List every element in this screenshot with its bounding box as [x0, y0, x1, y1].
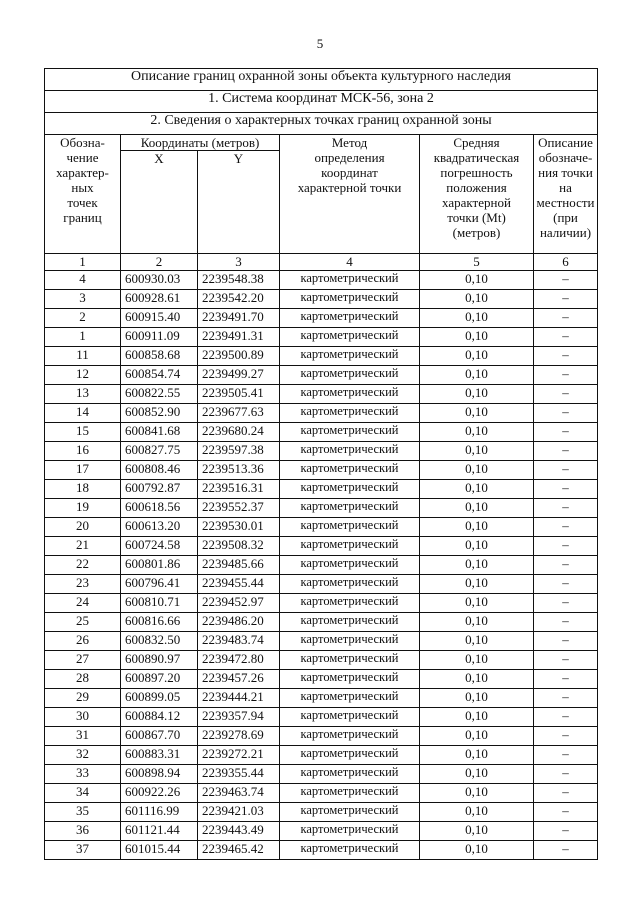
column-number: 4 — [280, 254, 420, 271]
cell-description: – — [534, 841, 598, 860]
cell-point-id: 11 — [45, 347, 121, 366]
cell-description: – — [534, 765, 598, 784]
cell-description: – — [534, 784, 598, 803]
cell-x: 600724.58 — [121, 537, 198, 556]
table-title: Описание границ охранной зоны объекта культурного наследия — [45, 69, 598, 91]
cell-description: – — [534, 556, 598, 575]
cell-accuracy: 0,10 — [420, 366, 534, 385]
cell-accuracy: 0,10 — [420, 765, 534, 784]
cell-accuracy: 0,10 — [420, 727, 534, 746]
cell-accuracy: 0,10 — [420, 518, 534, 537]
page-number: 5 — [316, 36, 324, 51]
cell-y: 2239491.70 — [198, 309, 280, 328]
cell-description: – — [534, 613, 598, 632]
cell-point-id: 36 — [45, 822, 121, 841]
cell-method: картометрический — [280, 271, 420, 290]
cell-accuracy: 0,10 — [420, 632, 534, 651]
cell-point-id: 29 — [45, 689, 121, 708]
cell-x: 600930.03 — [121, 271, 198, 290]
cell-point-id: 18 — [45, 480, 121, 499]
cell-x: 600915.40 — [121, 309, 198, 328]
cell-accuracy: 0,10 — [420, 442, 534, 461]
cell-description: – — [534, 385, 598, 404]
table-row — [45, 271, 598, 290]
cell-x: 600884.12 — [121, 708, 198, 727]
cell-method: картометрический — [280, 822, 420, 841]
cell-point-id: 30 — [45, 708, 121, 727]
cell-y: 2239483.74 — [198, 632, 280, 651]
cell-method: картометрический — [280, 499, 420, 518]
cell-y: 2239500.89 — [198, 347, 280, 366]
cell-point-id: 23 — [45, 575, 121, 594]
cell-y: 2239677.63 — [198, 404, 280, 423]
cell-point-id: 24 — [45, 594, 121, 613]
header-x: X — [121, 151, 198, 254]
cell-description: – — [534, 518, 598, 537]
cell-point-id: 12 — [45, 366, 121, 385]
cell-method: картометрический — [280, 290, 420, 309]
header-method: Метод определения координат характерной точки — [280, 135, 420, 254]
cell-method: картометрический — [280, 613, 420, 632]
cell-x: 600796.41 — [121, 575, 198, 594]
cell-description: – — [534, 727, 598, 746]
table-row — [45, 309, 598, 328]
table-row — [45, 765, 598, 784]
cell-accuracy: 0,10 — [420, 328, 534, 347]
cell-description: – — [534, 404, 598, 423]
cell-method: картометрический — [280, 727, 420, 746]
table-row — [45, 499, 598, 518]
cell-point-id: 31 — [45, 727, 121, 746]
cell-point-id: 26 — [45, 632, 121, 651]
cell-point-id: 28 — [45, 670, 121, 689]
cell-description: – — [534, 328, 598, 347]
cell-accuracy: 0,10 — [420, 290, 534, 309]
cell-description: – — [534, 822, 598, 841]
table-body — [45, 69, 598, 860]
cell-y: 2239530.01 — [198, 518, 280, 537]
cell-accuracy: 0,10 — [420, 822, 534, 841]
cell-y: 2239465.42 — [198, 841, 280, 860]
cell-x: 600854.74 — [121, 366, 198, 385]
cell-y: 2239491.31 — [198, 328, 280, 347]
cell-description: – — [534, 366, 598, 385]
points-info-heading: 2. Сведения о характерных точках границ охранной зоны — [45, 113, 598, 135]
cell-y: 2239513.36 — [198, 461, 280, 480]
table-row — [45, 727, 598, 746]
cell-description: – — [534, 670, 598, 689]
cell-method: картометрический — [280, 442, 420, 461]
cell-description: – — [534, 499, 598, 518]
coordinate-system-heading: 1. Система координат МСК-56, зона 2 — [45, 91, 598, 113]
cell-description: – — [534, 689, 598, 708]
cell-x: 600841.68 — [121, 423, 198, 442]
cell-accuracy: 0,10 — [420, 499, 534, 518]
cell-x: 600897.20 — [121, 670, 198, 689]
cell-point-id: 32 — [45, 746, 121, 765]
cell-description: – — [534, 575, 598, 594]
cell-y: 2239485.66 — [198, 556, 280, 575]
cell-point-id: 19 — [45, 499, 121, 518]
cell-method: картометрический — [280, 575, 420, 594]
cell-y: 2239516.31 — [198, 480, 280, 499]
cell-y: 2239597.38 — [198, 442, 280, 461]
table-row — [45, 404, 598, 423]
table-row — [45, 670, 598, 689]
cell-point-id: 25 — [45, 613, 121, 632]
cell-x: 600816.66 — [121, 613, 198, 632]
table-row — [45, 689, 598, 708]
cell-description: – — [534, 632, 598, 651]
cell-x: 601121.44 — [121, 822, 198, 841]
cell-y: 2239499.27 — [198, 366, 280, 385]
cell-x: 600852.90 — [121, 404, 198, 423]
cell-method: картометрический — [280, 423, 420, 442]
cell-point-id: 34 — [45, 784, 121, 803]
cell-accuracy: 0,10 — [420, 594, 534, 613]
cell-accuracy: 0,10 — [420, 461, 534, 480]
cell-description: – — [534, 708, 598, 727]
cell-y: 2239486.20 — [198, 613, 280, 632]
cell-y: 2239444.21 — [198, 689, 280, 708]
cell-method: картометрический — [280, 537, 420, 556]
table-row — [45, 518, 598, 537]
cell-accuracy: 0,10 — [420, 651, 534, 670]
cell-method: картометрический — [280, 556, 420, 575]
cell-description: – — [534, 290, 598, 309]
cell-x: 600899.05 — [121, 689, 198, 708]
cell-y: 2239457.26 — [198, 670, 280, 689]
cell-method: картометрический — [280, 708, 420, 727]
title-row — [45, 69, 598, 91]
cell-point-id: 35 — [45, 803, 121, 822]
cell-y: 2239455.44 — [198, 575, 280, 594]
cell-y: 2239421.03 — [198, 803, 280, 822]
table-row — [45, 347, 598, 366]
header-y: Y — [198, 151, 280, 254]
column-number: 5 — [420, 254, 534, 271]
cell-y: 2239443.49 — [198, 822, 280, 841]
cell-y: 2239508.32 — [198, 537, 280, 556]
header-row — [45, 135, 598, 151]
cell-x: 600911.09 — [121, 328, 198, 347]
cell-y: 2239552.37 — [198, 499, 280, 518]
cell-y: 2239472.80 — [198, 651, 280, 670]
cell-description: – — [534, 271, 598, 290]
table-row — [45, 537, 598, 556]
table-row — [45, 632, 598, 651]
table-row — [45, 461, 598, 480]
cell-point-id: 20 — [45, 518, 121, 537]
cell-y: 2239680.24 — [198, 423, 280, 442]
cell-accuracy: 0,10 — [420, 309, 534, 328]
cell-y: 2239452.97 — [198, 594, 280, 613]
cell-method: картометрический — [280, 765, 420, 784]
header-description: Описание обозначе- ния точки на местности (при наличии) — [534, 135, 598, 254]
cell-accuracy: 0,10 — [420, 385, 534, 404]
cell-y: 2239278.69 — [198, 727, 280, 746]
cell-y: 2239272.21 — [198, 746, 280, 765]
cell-description: – — [534, 537, 598, 556]
cell-accuracy: 0,10 — [420, 746, 534, 765]
table-row — [45, 784, 598, 803]
table-row — [45, 442, 598, 461]
cell-point-id: 27 — [45, 651, 121, 670]
table-row — [45, 822, 598, 841]
cell-description: – — [534, 594, 598, 613]
cell-method: картометрический — [280, 784, 420, 803]
cell-x: 600801.86 — [121, 556, 198, 575]
table-row — [45, 708, 598, 727]
header-designation: Обозна- чение характер- ных точек границ — [45, 135, 121, 254]
cell-point-id: 13 — [45, 385, 121, 404]
table-row — [45, 328, 598, 347]
column-number: 1 — [45, 254, 121, 271]
cell-x: 600613.20 — [121, 518, 198, 537]
cell-accuracy: 0,10 — [420, 575, 534, 594]
table-row — [45, 746, 598, 765]
cell-accuracy: 0,10 — [420, 480, 534, 499]
cell-method: картометрический — [280, 594, 420, 613]
cell-description: – — [534, 442, 598, 461]
cell-method: картометрический — [280, 309, 420, 328]
column-number: 6 — [534, 254, 598, 271]
table-row — [45, 803, 598, 822]
cell-accuracy: 0,10 — [420, 803, 534, 822]
cell-accuracy: 0,10 — [420, 689, 534, 708]
cell-method: картометрический — [280, 518, 420, 537]
cell-method: картометрический — [280, 385, 420, 404]
cell-method: картометрический — [280, 746, 420, 765]
cell-x: 600928.61 — [121, 290, 198, 309]
header-accuracy: Средняя квадратическая погрешность положения характерной точки (Mt) (метров) — [420, 135, 534, 254]
cell-accuracy: 0,10 — [420, 404, 534, 423]
table-row — [45, 613, 598, 632]
cell-accuracy: 0,10 — [420, 347, 534, 366]
cell-method: картометрический — [280, 689, 420, 708]
cell-x: 600890.97 — [121, 651, 198, 670]
cell-point-id: 2 — [45, 309, 121, 328]
cell-x: 600922.26 — [121, 784, 198, 803]
cell-y: 2239463.74 — [198, 784, 280, 803]
cell-method: картометрический — [280, 632, 420, 651]
cell-method: картометрический — [280, 803, 420, 822]
table-row — [45, 594, 598, 613]
column-numbers-row — [45, 254, 598, 271]
cell-x: 600822.55 — [121, 385, 198, 404]
cell-y: 2239542.20 — [198, 290, 280, 309]
table-row — [45, 480, 598, 499]
cell-method: картометрический — [280, 651, 420, 670]
cell-accuracy: 0,10 — [420, 271, 534, 290]
table-row — [45, 651, 598, 670]
cell-point-id: 1 — [45, 328, 121, 347]
cell-y: 2239548.38 — [198, 271, 280, 290]
column-number: 2 — [121, 254, 198, 271]
cell-accuracy: 0,10 — [420, 670, 534, 689]
cell-y: 2239355.44 — [198, 765, 280, 784]
table-row — [45, 385, 598, 404]
cell-point-id: 4 — [45, 271, 121, 290]
cell-x: 601015.44 — [121, 841, 198, 860]
cell-point-id: 37 — [45, 841, 121, 860]
cell-accuracy: 0,10 — [420, 708, 534, 727]
table-row — [45, 841, 598, 860]
cell-point-id: 21 — [45, 537, 121, 556]
cell-description: – — [534, 746, 598, 765]
cell-point-id: 3 — [45, 290, 121, 309]
cell-accuracy: 0,10 — [420, 841, 534, 860]
section1-row — [45, 91, 598, 113]
cell-x: 600832.50 — [121, 632, 198, 651]
table-row — [45, 423, 598, 442]
boundary-points-table — [44, 68, 598, 860]
cell-point-id: 22 — [45, 556, 121, 575]
cell-x: 600618.56 — [121, 499, 198, 518]
table-row — [45, 366, 598, 385]
cell-method: картометрический — [280, 461, 420, 480]
cell-method: картометрический — [280, 841, 420, 860]
cell-accuracy: 0,10 — [420, 537, 534, 556]
cell-accuracy: 0,10 — [420, 784, 534, 803]
cell-description: – — [534, 480, 598, 499]
cell-accuracy: 0,10 — [420, 556, 534, 575]
table-row — [45, 556, 598, 575]
cell-x: 601116.99 — [121, 803, 198, 822]
cell-description: – — [534, 651, 598, 670]
cell-x: 600858.68 — [121, 347, 198, 366]
cell-method: картометрический — [280, 404, 420, 423]
cell-x: 600810.71 — [121, 594, 198, 613]
cell-accuracy: 0,10 — [420, 613, 534, 632]
cell-x: 600792.87 — [121, 480, 198, 499]
cell-description: – — [534, 423, 598, 442]
cell-point-id: 16 — [45, 442, 121, 461]
cell-x: 600867.70 — [121, 727, 198, 746]
cell-point-id: 15 — [45, 423, 121, 442]
cell-x: 600883.31 — [121, 746, 198, 765]
cell-method: картометрический — [280, 328, 420, 347]
cell-x: 600898.94 — [121, 765, 198, 784]
cell-point-id: 33 — [45, 765, 121, 784]
cell-point-id: 17 — [45, 461, 121, 480]
table-row — [45, 575, 598, 594]
cell-y: 2239357.94 — [198, 708, 280, 727]
cell-description: – — [534, 347, 598, 366]
column-number: 3 — [198, 254, 280, 271]
cell-description: – — [534, 803, 598, 822]
cell-point-id: 14 — [45, 404, 121, 423]
cell-accuracy: 0,10 — [420, 423, 534, 442]
cell-description: – — [534, 309, 598, 328]
cell-y: 2239505.41 — [198, 385, 280, 404]
cell-method: картометрический — [280, 670, 420, 689]
cell-method: картометрический — [280, 366, 420, 385]
cell-method: картометрический — [280, 347, 420, 366]
header-coordinates: Координаты (метров) — [121, 135, 280, 151]
table-row — [45, 290, 598, 309]
section2-row — [45, 113, 598, 135]
cell-description: – — [534, 461, 598, 480]
cell-method: картометрический — [280, 480, 420, 499]
cell-x: 600827.75 — [121, 442, 198, 461]
cell-x: 600808.46 — [121, 461, 198, 480]
